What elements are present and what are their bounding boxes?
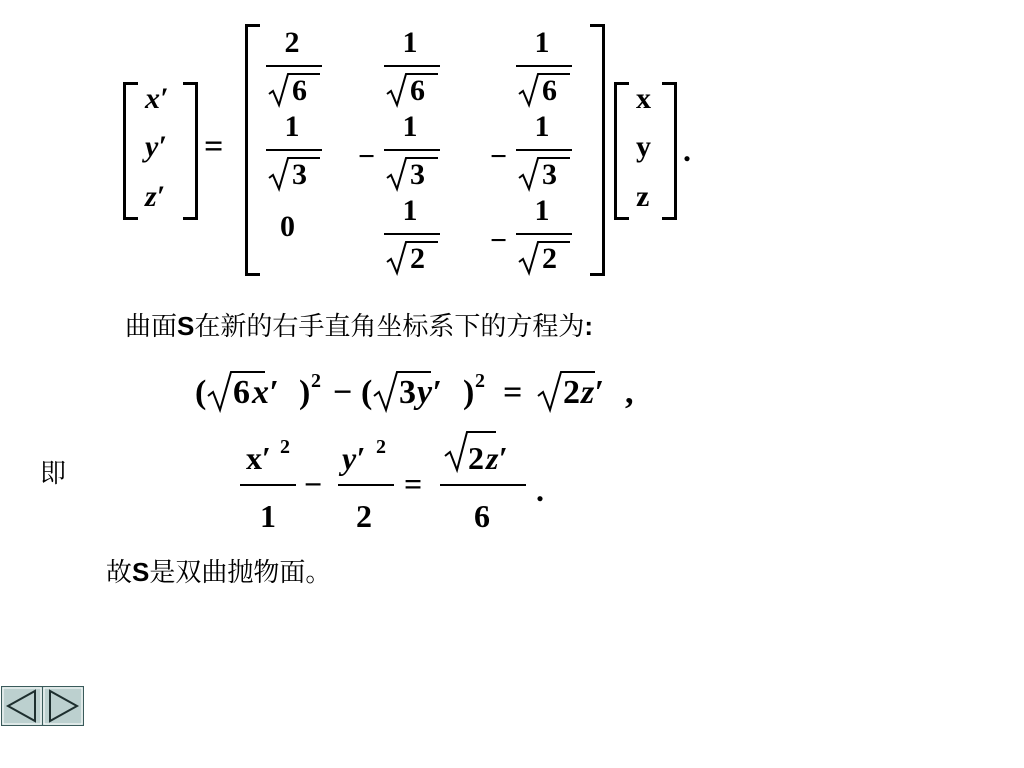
eq3-num3-rad: 2 bbox=[468, 440, 484, 476]
conclusion-pre: 故 bbox=[106, 558, 133, 588]
previous-icon bbox=[2, 687, 42, 725]
label-ji: 即 bbox=[40, 459, 67, 489]
surface-s: S bbox=[177, 311, 195, 341]
eq2-equals: = bbox=[503, 374, 523, 411]
matrix-cell-value: 0 bbox=[280, 210, 295, 243]
matrix-cell-fraction-bar bbox=[516, 65, 572, 67]
statement-colon: : bbox=[584, 311, 594, 341]
equation-standard-form bbox=[240, 428, 560, 538]
matrix-cell-fraction-bar bbox=[516, 149, 572, 151]
eq2-var3: z′ bbox=[581, 374, 604, 411]
matrix-cell-numerator: 1 bbox=[402, 26, 418, 59]
eq3-num3-var: z′ bbox=[486, 440, 508, 476]
eq3-bar1 bbox=[240, 484, 296, 486]
eq2-var2: y′ bbox=[417, 374, 442, 411]
lhs-right-bracket bbox=[183, 82, 198, 220]
matrix-cell-fraction-bar bbox=[384, 233, 440, 235]
matrix-cell-radicand: 2 bbox=[410, 242, 425, 275]
previous-button[interactable] bbox=[1, 686, 43, 726]
eq3-equals: = bbox=[404, 466, 423, 502]
matrix-cell-numerator: 1 bbox=[534, 110, 550, 143]
rhs-x: x bbox=[636, 82, 651, 115]
matrix-left-bracket bbox=[245, 24, 260, 276]
eq3-exp2: 2 bbox=[376, 436, 386, 458]
matrix-cell-radicand: 6 bbox=[542, 74, 557, 107]
eq2-rad3: 2 bbox=[563, 374, 580, 411]
lhs-y-prime: y′ bbox=[145, 130, 167, 163]
eq2-rad1: 6 bbox=[233, 374, 250, 411]
eq2-close1: ) bbox=[299, 374, 311, 411]
eq3-num1: x′ bbox=[246, 440, 271, 476]
statement-pre: 曲面 bbox=[125, 312, 178, 342]
eq3-den2: 2 bbox=[356, 498, 372, 534]
matrix-cell-radicand: 3 bbox=[410, 158, 425, 191]
eq3-minus: − bbox=[304, 466, 323, 502]
matrix-cell-numerator: 1 bbox=[402, 110, 418, 143]
next-icon bbox=[43, 687, 83, 725]
matrix-cell-numerator: 1 bbox=[534, 26, 550, 59]
matrix-cell-radicand: 3 bbox=[542, 158, 557, 191]
statement-new-coordinates bbox=[125, 306, 593, 343]
matrix-cell-numerator: 1 bbox=[402, 194, 418, 227]
matrix-cell-fraction-bar bbox=[266, 65, 322, 67]
matrix-cell-sign: − bbox=[358, 140, 376, 173]
rhs-z: z bbox=[636, 180, 650, 213]
statement-post: 在新的右手直角坐标系下的方程为 bbox=[194, 312, 585, 342]
conclusion-hyperbolic-paraboloid bbox=[106, 552, 331, 589]
equation1-period: . bbox=[683, 132, 691, 168]
matrix-cell-radicand: 6 bbox=[292, 74, 307, 107]
equation-transformed bbox=[195, 370, 655, 420]
next-button[interactable] bbox=[42, 686, 84, 726]
rhs-y: y bbox=[636, 130, 651, 163]
matrix-cell-fraction-bar bbox=[266, 149, 322, 151]
conclusion-s: S bbox=[132, 557, 150, 587]
matrix-cell-radicand: 3 bbox=[292, 158, 307, 191]
matrix-cell-numerator: 2 bbox=[284, 26, 300, 59]
matrix-cell-numerator: 1 bbox=[284, 110, 300, 143]
lhs-z-prime: z′ bbox=[145, 180, 166, 213]
eq2-rad2: 3 bbox=[399, 374, 416, 411]
eq2-open1: ( bbox=[195, 374, 207, 411]
eq3-bar2 bbox=[338, 484, 394, 486]
eq2-exp2: 2 bbox=[475, 370, 485, 392]
matrix-right-bracket bbox=[590, 24, 605, 276]
matrix-cell-fraction-bar bbox=[384, 65, 440, 67]
eq2-open2: ( bbox=[361, 374, 373, 411]
matrix-cell-fraction-bar bbox=[516, 233, 572, 235]
eq2-exp1: 2 bbox=[311, 370, 321, 392]
eq2-var1: x′ bbox=[252, 374, 279, 411]
lhs-left-bracket bbox=[123, 82, 138, 220]
matrix-cell-sign: − bbox=[490, 224, 508, 257]
matrix-cell-numerator: 1 bbox=[534, 194, 550, 227]
matrix-cell-radicand: 2 bbox=[542, 242, 557, 275]
eq3-den1: 1 bbox=[260, 498, 276, 534]
eq3-period: . bbox=[536, 472, 544, 508]
eq3-num2: y′ bbox=[342, 440, 366, 476]
eq3-den3: 6 bbox=[474, 498, 490, 534]
equals-sign: = bbox=[204, 128, 224, 165]
eq2-close2: ) bbox=[463, 374, 475, 411]
eq2-minus: − bbox=[333, 374, 353, 411]
eq2-comma: , bbox=[625, 374, 634, 411]
rhs-left-bracket bbox=[614, 82, 629, 220]
matrix-cell-fraction-bar bbox=[384, 149, 440, 151]
matrix-cell-radicand: 6 bbox=[410, 74, 425, 107]
conclusion-post: 是双曲抛物面。 bbox=[149, 558, 332, 588]
eq3-exp1: 2 bbox=[280, 436, 290, 458]
rhs-right-bracket bbox=[662, 82, 677, 220]
eq3-bar3 bbox=[440, 484, 526, 486]
matrix-cell-sign: − bbox=[490, 140, 508, 173]
lhs-x-prime: x′ bbox=[145, 82, 169, 115]
